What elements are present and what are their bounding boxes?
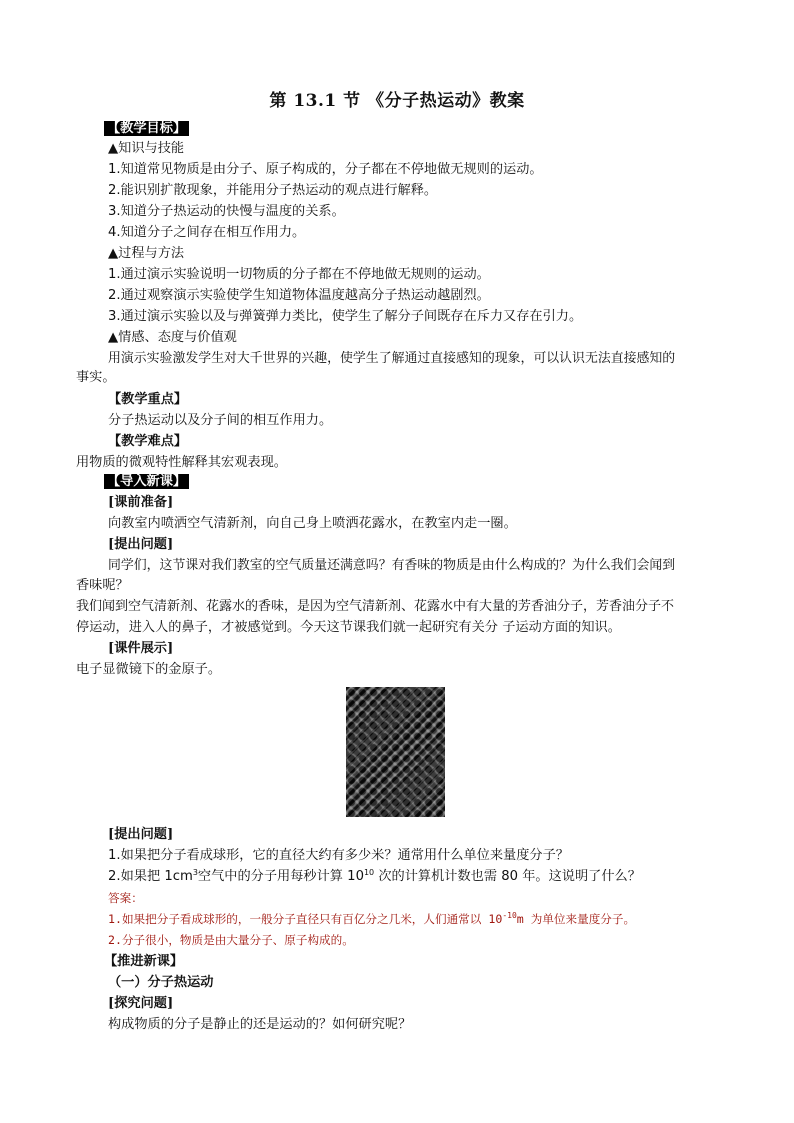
knowledge-item: 2.能识别扩散现象，并能用分子热运动的观点进行解释。 (108, 183, 438, 198)
answer-item-2: 2.分子很小，物质是由大量分子、原子构成的。 (108, 933, 354, 947)
micrograph-texture (346, 687, 445, 817)
process-item: 1.通过演示实验说明一切物质的分子都在不停地做无规则的运动。 (108, 267, 490, 282)
focus-text: 分子热运动以及分子间的相互作用力。 (108, 413, 333, 428)
question-text: 同学们，这节课对我们教室的空气质量还满意吗？有香味的物质是由什么构成的？为什么我们会闻到 (108, 558, 676, 573)
emotion-text-cont: 事实。 (76, 370, 116, 385)
knowledge-item: 1.知道常见物质是由分子、原子构成的，分子都在不停地做无规则的运动。 (108, 162, 543, 177)
courseware-header: [课件展示] (108, 641, 174, 656)
difficulty-header: 【教学难点】 (108, 434, 188, 449)
q2-sup-power: 10 (363, 868, 375, 877)
question2-item: 1.如果把分子看成球形，它的直径大约有多少米？通常用什么单位来量度分子？ (108, 848, 569, 863)
q2-text-c: 次的计算机计数也需 80 年。这说明了什么？ (374, 869, 641, 884)
teaching-goals-header: 【教学目标】 (104, 121, 189, 136)
intro-header: 【导入新课】 (104, 474, 189, 489)
q2-text-a: 2.如果把 1cm (108, 869, 193, 884)
answer-text-cont: 停运动，进入人的鼻子，才被感觉到。今天这节课我们就一起研究有关分 子运动方面的知识。 (76, 620, 621, 635)
answer-text: 我们闻到空气清新剂、花露水的香味，是因为空气清新剂、花露水中有大量的芳香油分子，芳香油分子不 (76, 599, 675, 614)
knowledge-title: ▲知识与技能 (108, 141, 185, 156)
courseware-text: 电子显微镜下的金原子。 (76, 662, 222, 677)
answer-item (108, 910, 635, 928)
question2-header: [提出问题] (108, 827, 174, 842)
page-title: 第 13.1 节 《分子热运动》教案 (269, 91, 525, 111)
q2-text-b: 空气中的分子用每秒计算 10 (197, 869, 364, 884)
ans1-text-a: 1.如果把分子看成球形的，一般分子直径只有百亿分之几米，人们通常以 10 (108, 912, 503, 926)
knowledge-item: 3.知道分子热运动的快慢与温度的关系。 (108, 204, 345, 219)
ans1-text-b: m 为单位来量度分子。 (516, 912, 636, 926)
emotion-text: 用演示实验激发学生对大千世界的兴趣，使学生了解通过直接感知的现象，可以认识无法直接感知的 (108, 351, 676, 366)
ans1-sup: -10 (502, 911, 517, 920)
prep-header: [课前准备] (108, 495, 174, 510)
answer-label: 答案： (108, 891, 143, 905)
process-item: 3.通过演示实验以及与弹簧弹力类比，使学生了解分子间既存在斥力又存在引力。 (108, 309, 583, 324)
question2-item-2 (108, 868, 641, 886)
process-title: ▲过程与方法 (108, 246, 185, 261)
process-item: 2.通过观察演示实验使学生知道物体温度越高分子热运动越剧烈。 (108, 288, 490, 303)
knowledge-item: 4.知道分子之间存在相互作用力。 (108, 225, 306, 240)
question-header: [提出问题] (108, 537, 174, 552)
explore-header: [探究问题] (108, 996, 174, 1011)
difficulty-text: 用物质的微观特性解释其宏观表现。 (76, 455, 287, 470)
explore-text: 构成物质的分子是静止的还是运动的？如何研究呢？ (108, 1017, 412, 1032)
q2-sup-cubic: 3 (192, 868, 198, 877)
prep-text: 向教室内喷洒空气清新剂，向自己身上喷洒花露水，在教室内走一圈。 (108, 516, 517, 531)
focus-header: 【教学重点】 (108, 392, 188, 407)
question-text-cont: 香味呢？ (76, 578, 129, 593)
section-title: （一）分子热运动 (108, 975, 214, 990)
emotion-title: ▲情感、态度与价值观 (108, 330, 237, 345)
advance-header: 【推进新课】 (104, 954, 184, 969)
